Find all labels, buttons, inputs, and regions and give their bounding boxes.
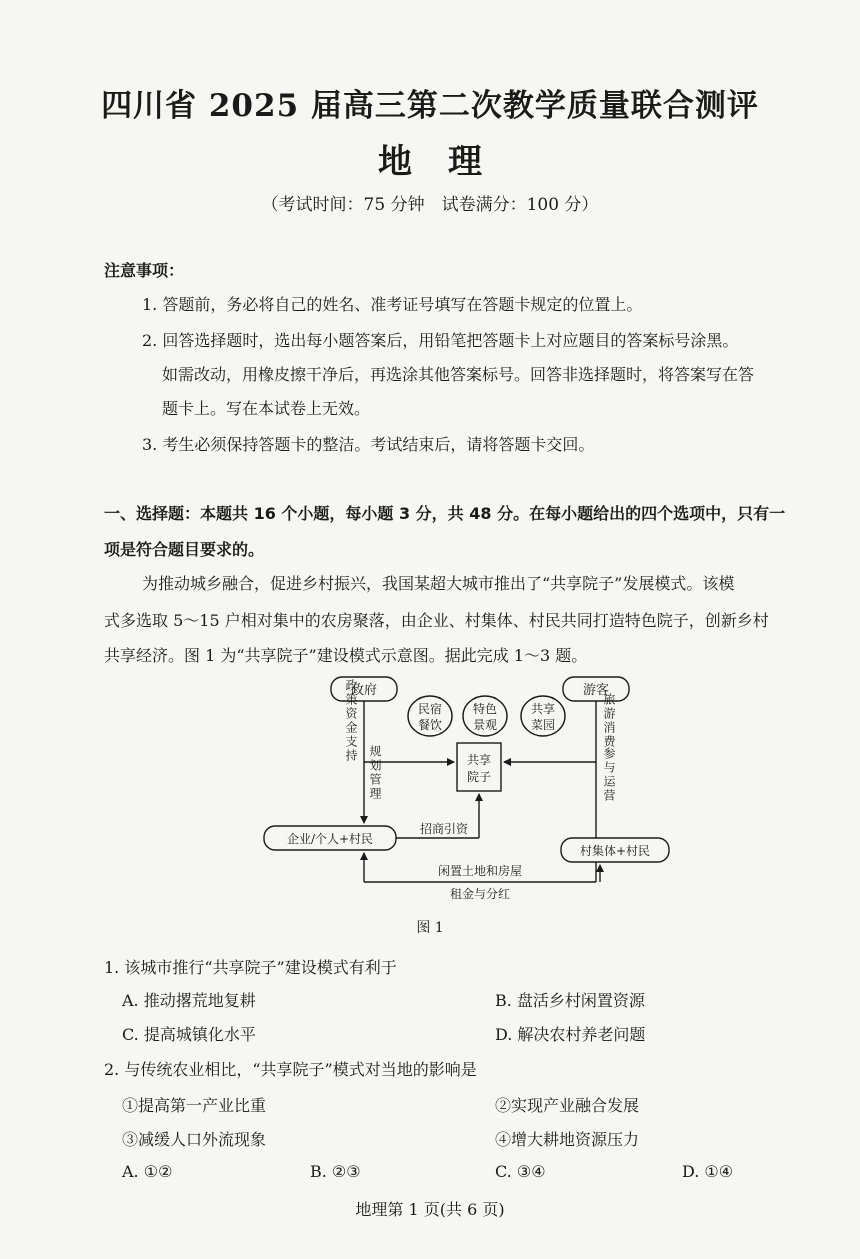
planning-label (368, 744, 382, 801)
circle3-line2: 菜园 (530, 718, 556, 732)
material-line-2: 式多选取 5～15 户相对集中的农房聚落，由企业、村集体、村民共同打造特色院子，创新乡村 (104, 611, 769, 630)
circle1-line2: 餐饮 (417, 718, 443, 732)
q2-statement-2: ②实现产业融合发展 (495, 1096, 640, 1115)
gov-label: 政府 (350, 683, 378, 698)
q1-option-c: C. 提高城镇化水平 (122, 1025, 256, 1044)
exam-title: 四川省 2025 届高三第二次教学质量联合测评 (101, 88, 759, 124)
figure-caption: 图 1 (416, 920, 444, 936)
section-heading-cont: 项是符合题目要求的。 (104, 540, 265, 559)
notice-item-1: 1. 答题前，务必将自己的姓名、准考证号填写在答题卡规定的位置上。 (142, 295, 643, 314)
enterprise-label: 企业/个人+村民 (286, 832, 374, 846)
center-line1: 共享 (466, 753, 492, 767)
subject-title: 地理 (378, 142, 518, 182)
rent-label: 租金与分红 (449, 887, 511, 901)
q2-option-b: B. ②③ (310, 1162, 361, 1181)
center-line2: 院子 (466, 770, 492, 784)
policy-label (344, 678, 358, 763)
q2-statement-1: ①提高第一产业比重 (122, 1096, 267, 1115)
notice-item-3: 3. 考生必须保持答题卡的整洁。考试结束后，请将答题卡交回。 (142, 435, 595, 454)
q2-option-a: A. ①② (122, 1162, 173, 1181)
question-1-stem: 1. 该城市推行“共享院子”建设模式有利于 (104, 958, 397, 977)
circle3-line1: 共享 (530, 702, 556, 716)
q2-option-c: C. ③④ (495, 1162, 546, 1181)
q2-statement-4: ④增大耕地资源压力 (495, 1130, 640, 1149)
investment-label: 招商引资 (419, 822, 469, 836)
village-label: 村集体+村民 (579, 844, 651, 858)
tourist-label: 游客 (582, 683, 610, 698)
exam-info: （考试时间：75 分钟 试卷满分：100 分） (261, 195, 599, 215)
notice-heading: 注意事项： (104, 261, 185, 280)
tourism-label (602, 693, 616, 749)
material-line-1: 为推动城乡融合，促进乡村振兴，我国某超大城市推出了“共享院子”发展模式。该模 (142, 574, 735, 593)
operation-label-text: 参与运营 (602, 747, 616, 803)
q2-option-d: D. ①④ (682, 1162, 734, 1181)
page-footer: 地理第 1 页(共 6 页) (355, 1200, 505, 1219)
idle-label: 闲置土地和房屋 (437, 864, 523, 878)
q2-statement-3: ③减缓人口外流现象 (122, 1130, 267, 1149)
material-line-3: 共享经济。图 1 为“共享院子”建设模式示意图。据此完成 1～3 题。 (104, 646, 588, 665)
q1-option-d: D. 解决农村养老问题 (495, 1025, 646, 1044)
circle2-line2: 景观 (472, 718, 498, 732)
q1-option-b: B. 盘活乡村闲置资源 (495, 991, 645, 1010)
notice-item-2: 2. 回答选择题时，选出每小题答案后，用铅笔把答题卡上对应题目的答案标号涂黑。 (142, 331, 739, 350)
tourism-label-text: 旅游消费 (602, 693, 616, 749)
circle2-line1: 特色 (472, 702, 498, 716)
question-2-stem: 2. 与传统农业相比，“共享院子”模式对当地的影响是 (104, 1060, 477, 1079)
notice-item-2-cont: 如需改动，用橡皮擦干净后，再选涂其他答案标号。回答非选择题时，将答案写在答 (162, 365, 755, 384)
operation-label (602, 747, 616, 803)
planning-label-text: 规划管理 (368, 745, 382, 801)
notice-item-2-cont2: 题卡上。写在本试卷上无效。 (162, 399, 371, 418)
q1-option-a: A. 推动撂荒地复耕 (122, 991, 256, 1010)
section-heading: 一、选择题：本题共 16 个小题，每小题 3 分，共 48 分。在每小题给出的四个选项中，只有一 (104, 504, 786, 523)
circle1-line1: 民宿 (417, 702, 443, 716)
policy-label-text: 政策资金支持 (344, 679, 358, 763)
